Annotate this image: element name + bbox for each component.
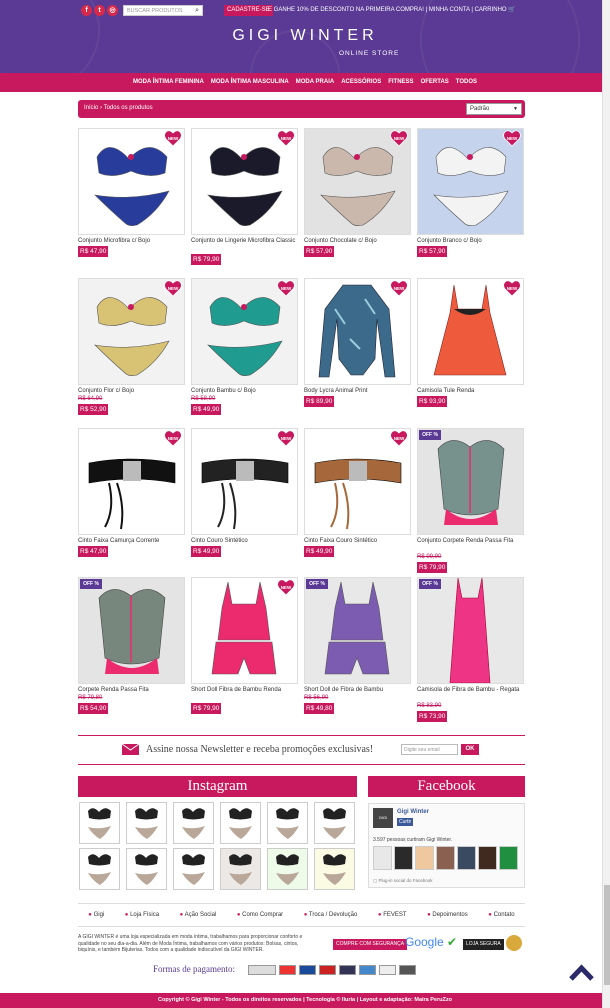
product-card[interactable] (191, 577, 298, 727)
product-image[interactable] (417, 428, 524, 535)
product-old-price: R$ 79,80 (78, 695, 103, 701)
product-name[interactable]: Cinto Couro Sintético (191, 538, 248, 544)
product-price: R$ 49,90 (193, 406, 220, 413)
sale-badge: OFF % (306, 579, 328, 589)
product-name[interactable]: Conjunto Corpete Renda Passa Fita (417, 538, 514, 544)
footer-link[interactable]: ● Depoimentos (427, 912, 468, 918)
fb-fan-avatar[interactable] (373, 846, 392, 870)
chevron-down-icon: ▼ (513, 106, 518, 112)
footer-link[interactable]: ● Loja Física (124, 912, 160, 918)
instagram-photo[interactable] (79, 848, 120, 890)
footer-link[interactable]: ● Como Comprar (236, 912, 284, 918)
product-image[interactable] (304, 577, 411, 684)
instagram-photo[interactable] (79, 802, 120, 844)
nav-item[interactable]: OFERTAS (420, 79, 449, 85)
payment-card-icon (279, 965, 296, 975)
product-card[interactable] (304, 428, 411, 578)
fb-fan-avatar[interactable] (436, 846, 455, 870)
product-price: R$ 73,90 (419, 713, 446, 720)
product-image[interactable] (191, 428, 298, 535)
search-input[interactable]: BUSCAR PRODUTOS ⌕ (123, 5, 203, 16)
product-image[interactable] (304, 128, 411, 235)
ssl-seal-icon (506, 935, 522, 951)
new-badge: NEW (390, 280, 408, 297)
product-price: R$ 47,90 (80, 248, 107, 255)
shield-check-icon: ✔ (447, 935, 458, 949)
google-safe-logo: Google ✔ (405, 935, 458, 949)
fb-fan-avatar[interactable] (478, 846, 497, 870)
product-name[interactable]: Camisola Tule Renda (417, 388, 475, 394)
product-image[interactable] (78, 278, 185, 385)
product-name[interactable]: Short Doll Fibra de Bambu Renda (191, 687, 282, 693)
product-price: R$ 57,90 (419, 248, 446, 255)
product-name[interactable]: Conjunto Microfibra c/ Bojo (78, 238, 151, 244)
payment-card-icon (299, 965, 316, 975)
new-badge: NEW (503, 130, 521, 147)
about-text: A GIGI WINTER é uma loja especializada em moda íntima, trabalhamos para proporcionar conforto e qualidade no seu dia-a-dia. Além de Moda Íntima, trabalhamos com vários produtos: Bolsas, cintos, biquínis, e também Bijuterias. Todos com a qualidade indiscutível da GIGI WINTER. (78, 934, 303, 953)
instagram-photo[interactable] (173, 802, 214, 844)
product-image[interactable] (191, 128, 298, 235)
site-logo[interactable]: GIGI WINTER (232, 27, 378, 44)
fb-fan-avatar[interactable] (415, 846, 434, 870)
product-price: R$ 49,90 (306, 548, 333, 555)
new-badge: NEW (277, 130, 295, 147)
footer-link[interactable]: ● Contato (488, 912, 515, 918)
nav-item[interactable]: MODA ÍNTIMA MASCULINA (210, 79, 289, 85)
payment-card-icon (319, 965, 336, 975)
instagram-photo[interactable] (267, 802, 308, 844)
site-subtitle: ONLINE STORE (339, 50, 400, 57)
scroll-top-icon[interactable] (569, 963, 594, 983)
new-badge: NEW (503, 280, 521, 297)
sale-badge: OFF % (419, 430, 441, 440)
instagram-photo[interactable] (126, 848, 167, 890)
footer-link[interactable]: ● Ação Social (179, 912, 217, 918)
product-image[interactable] (417, 577, 524, 684)
payment-card-icon (339, 965, 356, 975)
sale-badge: OFF % (80, 579, 102, 589)
footer-link[interactable]: ● FEVEST (377, 912, 407, 918)
product-card[interactable] (304, 128, 411, 278)
product-price: R$ 79,90 (193, 705, 220, 712)
nav-item[interactable]: ACESSÓRIOS (341, 79, 382, 85)
instagram-photo[interactable] (267, 848, 308, 890)
product-image[interactable] (191, 577, 298, 684)
fb-like-button[interactable]: Curtir (399, 819, 412, 825)
product-card[interactable] (191, 428, 298, 578)
secure-store-badge: LOJA SEGURA (463, 939, 504, 950)
twitter-icon[interactable]: t (94, 5, 105, 16)
product-price: R$ 49,90 (193, 548, 220, 555)
product-price: R$ 54,90 (80, 705, 107, 712)
product-card[interactable] (304, 278, 411, 428)
signup-link[interactable]: CADASTRE-SE (224, 5, 273, 16)
product-price: R$ 89,90 (306, 398, 333, 405)
instagram-title: Instagram (78, 776, 357, 797)
nav-item[interactable]: MODA ÍNTIMA FEMININA (132, 79, 204, 85)
nav-item[interactable]: TODOS (455, 79, 478, 85)
product-card[interactable] (417, 128, 524, 278)
new-badge: NEW (277, 579, 295, 596)
fb-fan-avatar[interactable] (394, 846, 413, 870)
product-name[interactable]: Conjunto Branco c/ Bojo (417, 238, 482, 244)
breadcrumb[interactable]: Início › Todos os produtos (84, 105, 153, 111)
new-badge: NEW (390, 430, 408, 447)
instagram-photo[interactable] (220, 848, 261, 890)
instagram-photo[interactable] (173, 848, 214, 890)
payment-card-icon (399, 965, 416, 975)
copyright: Copyright © Gigi Winter - Todos os direitos reservados | Tecnologia © Iluria | Layout e adaptação: Maíra PeruZzo (0, 993, 610, 1008)
sort-select[interactable]: Padrão ▼ (466, 103, 522, 115)
product-card[interactable] (417, 278, 524, 428)
footer-link[interactable]: ● Gigi (88, 912, 105, 918)
product-image[interactable] (304, 278, 411, 385)
header-banner (0, 0, 610, 73)
footer-link[interactable]: ● Troca / Devolução (303, 912, 358, 918)
product-card[interactable] (78, 278, 185, 428)
main-nav (0, 73, 610, 92)
fb-like-count: 3.597 pessoas curtiram Gigi Winter. (373, 837, 453, 843)
product-name[interactable]: Camisola de Fibra de Bambu - Regata (417, 687, 520, 693)
new-badge: NEW (164, 130, 182, 147)
sale-badge: OFF % (419, 579, 441, 589)
facebook-icon[interactable]: f (81, 5, 92, 16)
fb-plugin-note: ▢ Plug-in social do Facebook (373, 878, 433, 883)
product-card[interactable] (191, 128, 298, 278)
new-badge: NEW (164, 430, 182, 447)
newsletter-email-input[interactable]: Digite seu email (401, 744, 458, 755)
vertical-scrollbar[interactable] (602, 0, 610, 1008)
fb-fan-avatar[interactable] (457, 846, 476, 870)
new-badge: NEW (390, 130, 408, 147)
newsletter-ok-button[interactable]: OK (461, 744, 479, 755)
product-name[interactable]: Conjunto Chocolate c/ Bojo (304, 238, 377, 244)
product-card[interactable] (78, 577, 185, 727)
product-image[interactable] (78, 128, 185, 235)
product-card[interactable] (304, 577, 411, 727)
product-price: R$ 79,90 (419, 564, 446, 571)
new-badge: NEW (277, 430, 295, 447)
product-image[interactable] (417, 128, 524, 235)
product-name[interactable]: Conjunto Bambu c/ Bojo (191, 388, 256, 394)
fb-page-logo: GIGI (373, 808, 393, 828)
cart-icon[interactable]: 🛒 (508, 7, 516, 13)
instagram-photo[interactable] (220, 802, 261, 844)
newsletter (78, 735, 525, 765)
fb-page-name[interactable]: Gigi Winter (397, 809, 429, 815)
facebook-widget (368, 803, 525, 888)
product-name[interactable]: Short Doll de Fibra de Bambu (304, 687, 384, 693)
search-icon[interactable]: ⌕ (195, 7, 199, 14)
instagram-photo[interactable] (314, 848, 355, 890)
product-price: R$ 79,90 (193, 256, 220, 263)
product-card[interactable] (417, 577, 524, 727)
fb-fan-avatar[interactable] (499, 846, 518, 870)
product-old-price: R$ 58,90 (191, 396, 216, 402)
product-old-price: R$ 83,90 (417, 703, 442, 709)
breadcrumb-bar (78, 100, 525, 118)
nav-item[interactable]: MODA PRAIA (295, 79, 335, 85)
product-card[interactable] (78, 428, 185, 578)
product-image[interactable] (78, 428, 185, 535)
instagram-icon[interactable]: ◎ (107, 5, 118, 16)
security-badge: COMPRE COM SEGURANÇA (333, 939, 407, 950)
product-old-price: R$ 56,90 (304, 695, 329, 701)
nav-item[interactable]: FITNESS (388, 79, 414, 85)
product-image[interactable] (78, 577, 185, 684)
payment-card-icon (379, 965, 396, 975)
product-name[interactable]: Corpete Renda Passa Fita (78, 687, 149, 693)
product-price: R$ 49,80 (306, 705, 333, 712)
product-name[interactable]: Body Lycra Animal Print (304, 388, 368, 394)
scrollbar-thumb[interactable] (604, 885, 610, 985)
footer-links (78, 903, 525, 927)
product-name[interactable]: Conjunto Flor c/ Bojo (78, 388, 135, 394)
new-badge: NEW (164, 280, 182, 297)
payment-label: Formas de pagamento: (153, 964, 235, 974)
product-card[interactable] (191, 278, 298, 428)
envelope-icon (122, 744, 139, 755)
product-image[interactable] (304, 428, 411, 535)
product-card[interactable] (78, 128, 185, 278)
product-price: R$ 57,90 (306, 248, 333, 255)
new-badge: NEW (277, 280, 295, 297)
payment-card-icon (359, 965, 376, 975)
product-name[interactable]: Cinto Faixa Couro Sintético (304, 538, 378, 544)
product-card[interactable] (417, 428, 524, 578)
product-price: R$ 47,90 (80, 548, 107, 555)
product-name[interactable]: Conjunto de Lingerie Microfibra Classic (191, 238, 296, 244)
product-old-price: R$ 99,90 (417, 554, 442, 560)
payment-card-icon (248, 965, 276, 975)
instagram-photo[interactable] (126, 802, 167, 844)
product-image[interactable] (417, 278, 524, 385)
account-links[interactable]: E GANHE 10% DE DESCONTO NA PRIMEIRA COMPRA! | MINHA CONTA | CARRINHO 🛒 (268, 7, 516, 13)
product-name[interactable]: Cinto Faixa Camurça Corrente (78, 538, 160, 544)
instagram-photo[interactable] (314, 802, 355, 844)
facebook-title: Facebook (368, 776, 525, 797)
newsletter-text: Assine nossa Newsletter e receba promoções exclusivas! (146, 744, 374, 755)
product-price: R$ 93,90 (419, 398, 446, 405)
product-price: R$ 52,90 (80, 406, 107, 413)
product-old-price: R$ 64,90 (78, 396, 103, 402)
product-image[interactable] (191, 278, 298, 385)
